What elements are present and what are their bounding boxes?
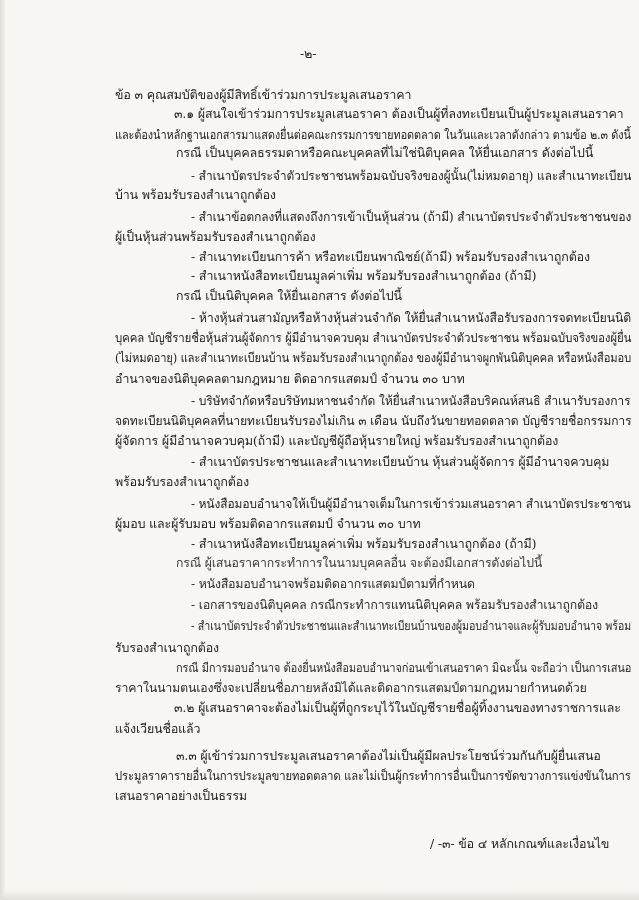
paragraph-line: กรณี เป็นบุคคลธรรมดาหรือคณะบุคคลที่ไม่ใช่นิติบุคคล ให้ยื่นเอกสาร ดังต่อไปนี้: [176, 145, 594, 160]
typed-line: กรณี มีการมอบอำนาจ ต้องยื่นหนังสือมอบอำนาจก่อนเข้าเสนอราคา มิฉะนั้น จะถือว่า เป็นการเสนอ: [176, 661, 632, 675]
list-item: - สำเนาบัตรประจำตัวประชาชนพร้อมฉบับจริงของผู้นั้น(ไม่หมดอายุ) และสำเนาทะเบียน: [191, 168, 632, 183]
scan-edge-shadow: [0, 0, 6, 900]
paragraph-line: พร้อมรับรองสำเนาถูกต้อง: [115, 474, 250, 489]
list-item: - สำเนาหนังสือทะเบียนมูลค่าเพิ่ม พร้อมรับรองสำเนาถูกต้อง (ถ้ามี): [191, 268, 537, 283]
scan-bottom-shadow: [0, 890, 639, 900]
list-item: - ห้างหุ้นส่วนสามัญหรือห้างหุ้นส่วนจำกัด ให้ยื่นสำเนาหนังสือรับรองการจดทะเบียนนิติ: [191, 310, 632, 325]
paragraph-line: บุคคล บัญชีรายชื่อหุ้นส่วนผู้จัดการ ผู้มีอำนาจควบคุม สำเนาบัตรประจำตัวประชาชน พร้อมฉบับจริงของผู้ยื่น: [115, 330, 632, 345]
list-item: - สำเนาข้อตกลงที่แสดงถึงการเข้าเป็นหุ้นส่วน (ถ้ามี) สำเนาบัตรประจำตัวประชาชนของ: [191, 209, 632, 224]
paragraph-line: รับรองสำเนาถูกต้อง: [115, 640, 219, 655]
page-footer: / -๓- ข้อ ๔ หลักเกณฑ์และเงื่อนไข: [430, 836, 610, 851]
paragraph-line: ๓.๒ ผู้เสนอราคาจะต้องไม่เป็นผู้ที่ถูกระบุไว้ในบัญชีรายชื่อผู้ทิ้งงานของทางราชการและ: [174, 700, 621, 715]
paragraph-line: อำนาจของนิติบุคคลตามกฎหมาย ติดอากรแสตมป์ จำนวน ๓๐ บาท: [115, 371, 465, 386]
paragraph-line: แจ้งเวียนชื่อแล้ว: [115, 721, 201, 736]
typed-list-item: - หนังสือมอบอำนาจพร้อมติดอากรแสตมป์ตามที่กำหนด: [191, 577, 475, 591]
paragraph-line: บ้าน พร้อมรับรองสำเนาถูกต้อง: [115, 187, 276, 202]
typed-list-item: - เอกสารของนิติบุคคล กรณีกระทำการแทนนิติบุคคล พร้อมรับรองสำเนาถูกต้อง: [191, 598, 599, 612]
paragraph-line: จดทะเบียนนิติบุคคลที่นายทะเบียนรับรองไม่เกิน ๓ เดือน นับถึงวันขายทอดตลาด บัญชีรายชื่อกรรมการ: [115, 413, 632, 428]
page-number: -๒-: [300, 46, 317, 61]
typed-list-item: - สำเนาบัตรประจำตัวประชาชนและสำเนาทะเบียนบ้านของผู้มอบอำนาจและผู้รับมอบอำนาจ พร้อม: [191, 619, 632, 633]
paragraph-line: ๓.๓ ผู้เข้าร่วมการประมูลเสนอราคาต้องไม่เป็นผู้มีผลประโยชน์ร่วมกันกับผู้ยื่นเสนอ: [176, 748, 601, 763]
paragraph-line: (ไม่หมดอายุ) และสำเนาทะเบียนบ้าน พร้อมรับรองสำเนาถูกต้อง ของผู้มีอำนาจผูกพันนิติบุคคล หรือหนังสือมอบ: [115, 350, 632, 365]
paragraph-line: ผู้มอบ และผู้รับมอบ พร้อมติดอากรแสตมป์ จำนวน ๓๐ บาท: [115, 516, 421, 531]
paragraph-line: และต้องนำหลักฐานเอกสารมาแสดงยื่นต่อคณะกรรมการขายทอดตลาด ในวันและเวลาดังกล่าว ตามข้อ ๒.๓ ดังนี้: [115, 127, 631, 142]
list-item: - สำเนาทะเบียนการค้า หรือทะเบียนพาณิชย์(ถ้ามี) พร้อมรับรองสำเนาถูกต้อง: [191, 249, 590, 264]
section-heading: ข้อ ๓ คุณสมบัติของผู้มีสิทธิ์เข้าร่วมการประมูลเสนอราคา: [115, 87, 412, 102]
typed-line: กรณี ผู้เสนอราคากระทำการในนามบุคคลอื่น จะต้องมีเอกสารดังต่อไปนี้: [176, 556, 543, 570]
list-item: - สำเนาบัตรประชาชนและสำเนาทะเบียนบ้าน หุ้นส่วนผู้จัดการ ผู้มีอำนาจควบคุม: [191, 454, 610, 469]
paragraph-line: ประมูลราคารายอื่นในการประมูลขายทอดตลาด และไม่เป็นผู้กระทำการอื่นเป็นการขัดขวางการแข่งขันในการ: [115, 768, 631, 783]
typed-line: ราคาในนามตนเองซึ่งจะเปลี่ยนชื่อภายหลังมิได้และติดอากรแสตมป์ตามกฎหมายกำหนดด้วย: [115, 681, 587, 695]
list-item: - หนังสือมอบอำนาจให้เป็นผู้มีอำนาจเต็มในการเข้าร่วมเสนอราคา สำเนาบัตรประชาชน: [191, 496, 631, 511]
paragraph-line: ผู้จัดการ ผู้มีอำนาจควบคุม(ถ้ามี) และบัญชีผู้ถือหุ้นรายใหญ่ พร้อมรับรองสำเนาถูกต้อง: [115, 433, 559, 448]
paragraph-line: กรณี เป็นนิติบุคคล ให้ยื่นเอกสาร ดังต่อไปนี้: [176, 288, 402, 303]
list-item: - บริษัทจำกัดหรือบริษัทมหาชนจำกัด ให้ยื่นสำเนาหนังสือบริคณห์สนธิ สำเนารับรองการ: [191, 393, 631, 408]
paragraph-line: ๓.๑ ผู้สนใจเข้าร่วมการประมูลเสนอราคา ต้องเป็นผู้ที่ลงทะเบียนเป็นผู้ประมูลเสนอราคา: [174, 106, 624, 121]
paragraph-line: เสนอราคาอย่างเป็นธรรม: [115, 788, 247, 803]
paragraph-line: ผู้เป็นหุ้นส่วนพร้อมรับรองสำเนาถูกต้อง: [115, 229, 316, 244]
list-item: - สำเนาหนังสือทะเบียนมูลค่าเพิ่ม พร้อมรับรองสำเนาถูกต้อง (ถ้ามี): [191, 536, 537, 551]
